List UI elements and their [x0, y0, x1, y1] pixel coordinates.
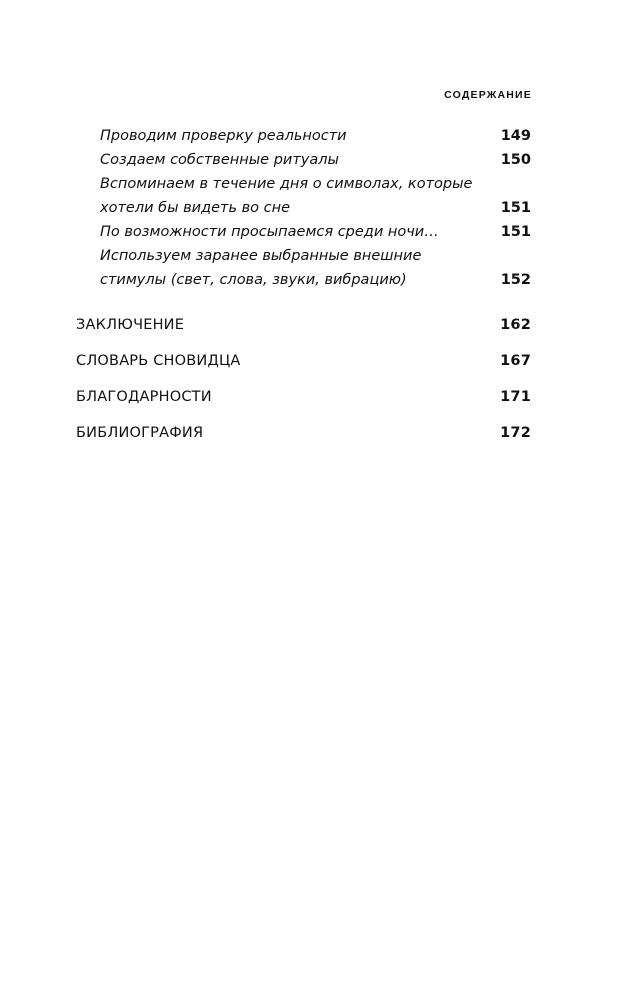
toc-subsection-entry [100, 124, 531, 148]
toc-entry-page-number: 150 [500, 152, 531, 168]
toc-subsection-entry [100, 244, 531, 292]
toc-entry-title: БИБЛИОГРАФИЯ [76, 425, 204, 441]
toc-entry-title: Проводим проверку реальности [100, 128, 347, 144]
toc-entry-title: Вспоминаем в течение дня о символах, которые хотели бы видеть во сне [100, 176, 473, 216]
toc-chapter-entry [76, 421, 531, 445]
toc-entry-page-number: 151 [500, 200, 531, 216]
toc-subsection-entry [100, 220, 531, 244]
toc-entry-page-number: 162 [500, 317, 531, 333]
toc-chapter-entry [76, 313, 531, 337]
toc-entry-page-number: 167 [500, 353, 531, 369]
toc-entry-page-number: 151 [500, 224, 531, 240]
toc-entry-title: ЗАКЛЮЧЕНИЕ [76, 317, 185, 333]
running-header: СОДЕРЖАНИЕ [444, 89, 532, 101]
toc-chapter-entry [76, 385, 531, 409]
toc-entry-title: БЛАГОДАРНОСТИ [76, 389, 212, 405]
toc-entry-page-number: 171 [500, 389, 531, 405]
toc-chapter-entry [76, 349, 531, 373]
toc-entry-page-number: 152 [500, 272, 531, 288]
toc-entry-title: Используем заранее выбранные внешние стимулы (свет, слова, звуки, вибрацию) [100, 248, 422, 288]
toc-entry-page-number: 149 [500, 128, 531, 144]
toc-subsection-entry [100, 148, 531, 172]
toc-entry-title: СЛОВАРЬ СНОВИДЦА [76, 353, 241, 369]
toc-entry-page-number: 172 [500, 425, 531, 441]
toc-subsection-entry [100, 172, 531, 220]
toc-entry-title: Создаем собственные ритуалы [100, 152, 339, 168]
toc-entry-title: По возможности просыпаемся среди ночи… [100, 224, 439, 240]
